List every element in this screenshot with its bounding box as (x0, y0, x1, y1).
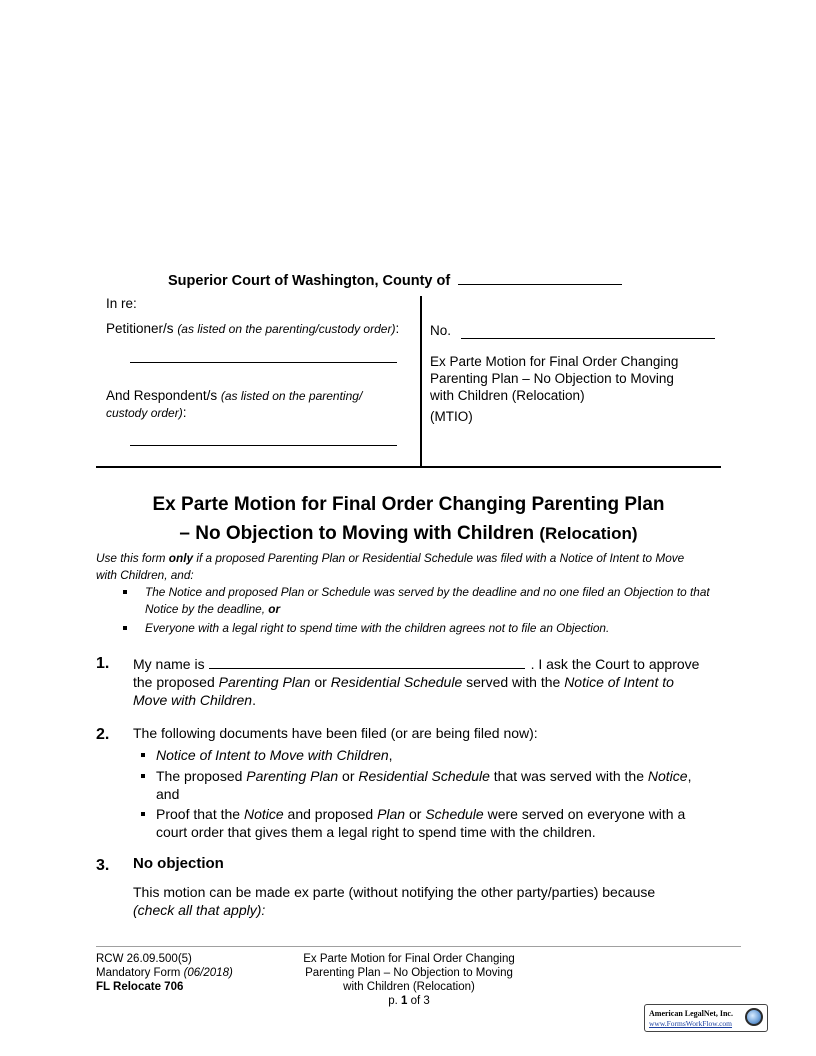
list-item: Proof that the Notice and proposed Plan or Schedule were served on everyone with a court order that gives them a legal right to spend time with the children. (156, 805, 731, 841)
section-1-text: My name is . I ask the Court to approve the proposed Parenting Plan or Residential Schedule served with the Notice of Intent to Move with Children. (133, 656, 700, 708)
section-3-text: This motion can be made ex parte (without notifying the other party/parties) because (check all that apply): (133, 884, 656, 918)
section-number: 3. (96, 857, 110, 874)
petitioner-name-field[interactable] (130, 362, 397, 363)
section-number: 1. (96, 655, 110, 672)
respondent-label: And Respondent/s (as listed on the parenting/ (106, 388, 363, 403)
bullet-icon (141, 812, 145, 816)
footer-center: Ex Parte Motion for Final Order Changing Parenting Plan – No Objection to Moving with Children (Relocation) p. 1 of 3 (303, 953, 515, 1007)
list-item: The proposed Parenting Plan or Residential Schedule that was served with the Notice, and (156, 767, 731, 803)
legalnet-badge[interactable]: American LegalNet, Inc. www.FormsWorkFlow.com (644, 1004, 768, 1032)
section-2-intro: The following documents have been filed (or are being filed now): (133, 725, 538, 741)
footer-rule (96, 946, 741, 947)
footer-left: RCW 26.09.500(5) Mandatory Form (06/2018) FL Relocate 706 (96, 953, 233, 993)
respondent-name-field[interactable] (130, 445, 397, 446)
in-re-label: In re: (106, 296, 137, 311)
caption-divider (420, 296, 422, 468)
section-number: 2. (96, 726, 110, 743)
instruction-bullet: The Notice and proposed Plan or Schedule was served by the deadline and no one filed an Objection to that Notice by the deadline, or (145, 584, 710, 618)
instruction-bullet: Everyone with a legal right to spend time with the children agrees not to file an Objection. (145, 620, 609, 637)
bullet-icon (141, 753, 145, 757)
case-number-field[interactable] (461, 338, 715, 339)
list-item: Notice of Intent to Move with Children, (156, 746, 393, 764)
caption-bottom-rule (96, 466, 721, 468)
bullet-icon (123, 590, 127, 594)
case-number-label: No. (430, 323, 452, 338)
court-title: Superior Court of Washington, County of (168, 270, 622, 289)
caption-doc-title: Ex Parte Motion for Final Order Changing Parenting Plan – No Objection to Moving with Children (Relocation) (430, 354, 679, 403)
respondent-note: custody order): (106, 405, 187, 420)
globe-icon (745, 1008, 763, 1026)
bullet-icon (141, 774, 145, 778)
forms-workflow-link[interactable]: www.FormsWorkFlow.com (649, 1019, 733, 1028)
bullet-icon (123, 626, 127, 630)
section-3-title: No objection (133, 855, 224, 872)
page-title: Ex Parte Motion for Final Order Changing Parenting Plan – No Objection to Moving with Children (Relocation) (152, 494, 665, 544)
county-field[interactable] (458, 270, 622, 285)
doc-code: (MTIO) (430, 409, 473, 424)
petitioner-label: Petitioner/s (as listed on the parenting/custody order): (106, 321, 400, 336)
instructions: Use this form only if a proposed Parenting Plan or Residential Schedule was filed with a Notice of Intent to Move with Children, and: (96, 551, 685, 582)
name-field[interactable] (209, 654, 525, 669)
